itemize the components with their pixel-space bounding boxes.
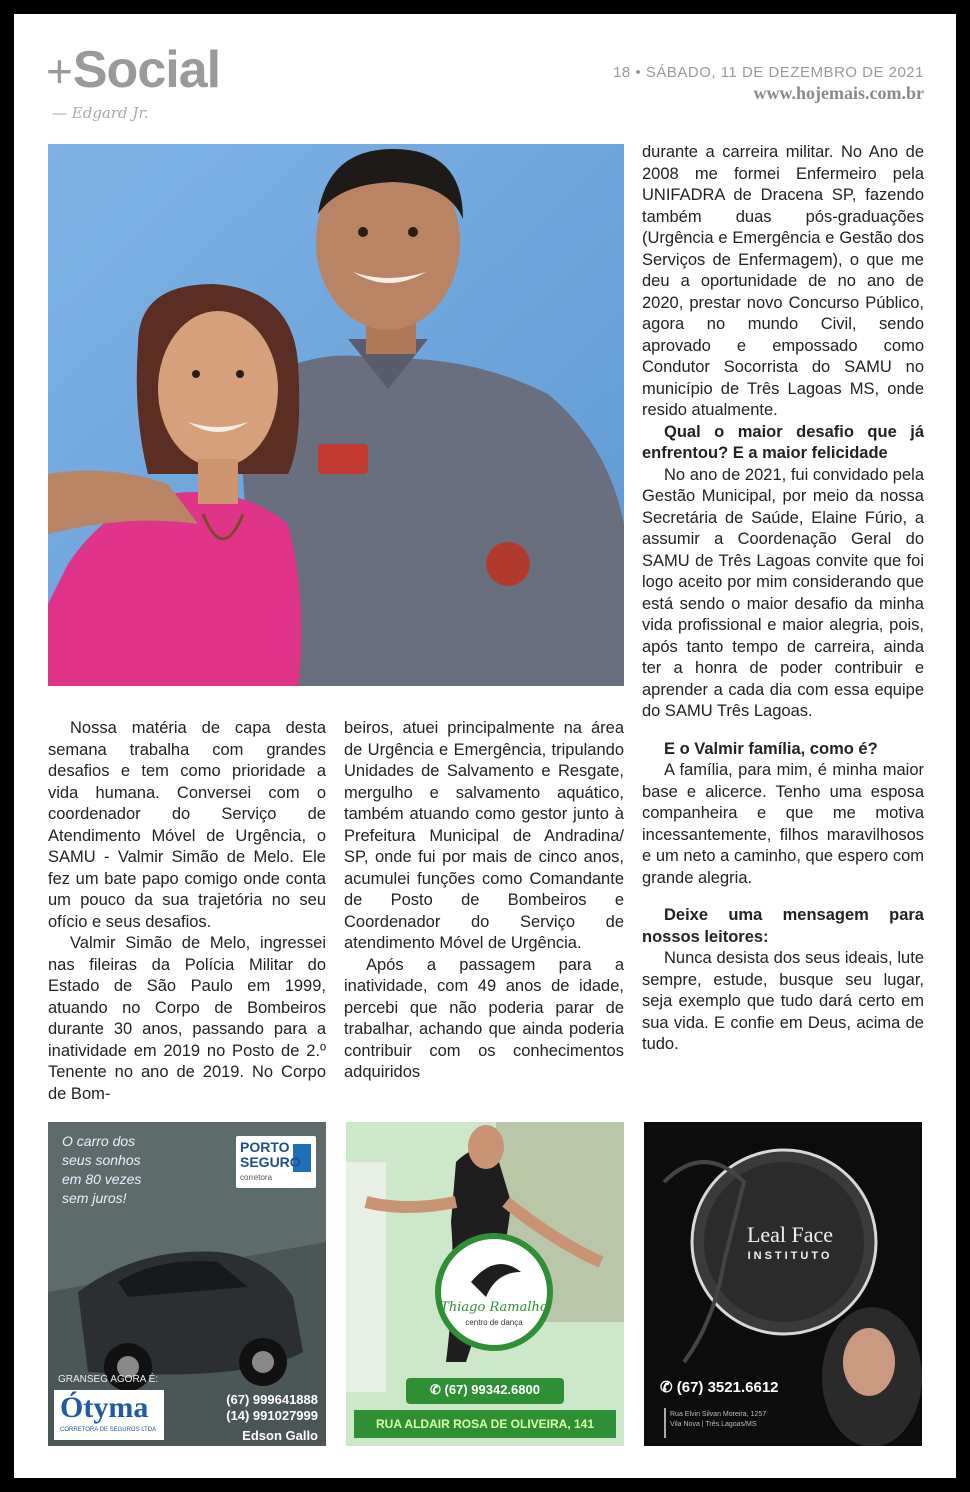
article-paragraph: Valmir Simão de Melo, ingressei nas fileiras da Polícia Militar do Estado de São Paulo em 1999, atuando no Corpo de Bombeiros durante 30 anos, passando para a inatividade em 2019 no Posto de 2.º Tenente no ano de 2019. No Corpo de Bom-: [48, 934, 326, 1103]
ad-leal-face[interactable]: [644, 1122, 922, 1446]
dateline: 18 • SÁBADO, 11 DE DEZEMBRO DE 2021: [613, 64, 924, 81]
granseg-label: GRANSEG AGORA É:: [58, 1374, 159, 1385]
magazine-page: [14, 14, 956, 1478]
article-paragraph: durante a carreira militar. No Ano de 2008 me formei Enfermeiro pela UNIFADRA de Dracena SP, fazendo também duas pós-graduações (Urgência e Emergência e Gestão dos Serviços de Enfermagem), o que me deu a oportunidade de no ano de 2020, prestar novo Concurso Público, agora no mundo Civil, sendo aprovado e empossado como Condutor Socorrista do SAMU no município de Três Lagoas MS, onde resido atualmente.: [642, 143, 924, 419]
website-url[interactable]: www.hojemais.com.br: [753, 83, 924, 103]
leal-sub: INSTITUTO: [747, 1250, 833, 1262]
article-column-2: [344, 718, 624, 1084]
otyma-sub: CORRETORA DE SEGUROS LTDA: [60, 1427, 157, 1433]
dance-address: RUA ALDAIR ROSA DE OLIVEIRA, 141: [375, 1417, 595, 1431]
phone-number[interactable]: (14) 991027999: [226, 1408, 318, 1423]
ad-porto-seguro[interactable]: [48, 1122, 326, 1446]
page-header: [14, 14, 956, 139]
porto-logo: PORTO SEGURO corretora: [240, 1139, 301, 1182]
dancer-head: [468, 1125, 504, 1169]
whatsapp-icon: ✆: [430, 1382, 445, 1397]
contact-name: Edson Gallo: [242, 1428, 318, 1443]
shirt-badge: [318, 444, 368, 474]
ad-porto-tagline: O carro dos seus sonhos em 80 vezes sem juros!: [62, 1133, 142, 1206]
interview-answer: No ano de 2021, fui convidado pela Gestão Municipal, por meio da nossa Secretária de Saúde, Elaine Fúrio, a assumir a Coordenação Geral do SAMU de Três Lagoas convite que foi logo aceito por mim considerando que está sendo o maior desafio da minha vida profissional e maior alegria, pois, após tanto tempo de carreira, ainda ter a honra de poder contribuir e aprender a cada dia com essa equipe do SAMU Três Lagoas.: [642, 465, 924, 720]
leal-name: Leal Face: [746, 1222, 834, 1247]
ad-leal-artwork: [644, 1122, 922, 1446]
woman-neck: [198, 459, 238, 504]
dance-logo-sub: centro de dança: [465, 1318, 523, 1327]
phone-number[interactable]: (67) 999641888: [226, 1392, 318, 1407]
couple-photo-illustration: [48, 144, 624, 686]
article-paragraph: Após a passagem para a inatividade, com 49 anos de idade, percebi que não poderia parar de trabalhar, achando que ainda poderia contribuir com os conhecimentos adquiridos: [344, 955, 624, 1081]
interview-question: Deixe uma mensagem para nossos leitores:: [642, 906, 924, 946]
shirt-emblem: [486, 542, 530, 586]
interview-question: E o Valmir família, como é?: [664, 739, 878, 758]
ad-dance-studio[interactable]: [346, 1122, 624, 1446]
leal-address: Rua Elvin Silvan Moreira, 1257 Vila Nova | Três Lagoas/MS: [670, 1411, 767, 1428]
article-paragraph: beiros, atuei principalmente na área de Urgência e Emergência, tripulando Unidades de Salvamento e Resgate, mergulho e salvamento aquático, também atuando como gestor junto à Prefeitura Municipal de Andradina/ SP, onde fui por mais de cinco anos, acumulei funções como Comandante de Posto de Bombeiros e Coordenador do Serviço de atendimento Móvel de Urgência.: [344, 719, 624, 952]
phone-number[interactable]: ✆ (67) 3521.6612: [660, 1379, 779, 1396]
dance-logo-circle: [438, 1236, 550, 1348]
article-column-1: [48, 718, 326, 1105]
columnist-signature: — Edgard Jr.: [52, 104, 149, 122]
phone-number[interactable]: ✆ (67) 99342.6800: [430, 1382, 540, 1397]
phone-icon: ✆: [660, 1379, 677, 1396]
page-meta: [613, 64, 924, 104]
cover-photo: [48, 144, 624, 686]
article-column-3: [642, 142, 924, 1056]
interview-question: Qual o maior desafio que já enfrentou? E a maior felicidade: [642, 422, 924, 462]
ad-porto-contacts: [226, 1392, 318, 1444]
otyma-logo: Ótyma: [60, 1391, 149, 1424]
section-title: +Social: [46, 41, 221, 99]
dance-logo-name: Thiago Ramalho: [440, 1300, 548, 1315]
interview-answer: Nunca desista dos seus ideais, lute sempre, estude, busque seu lugar, seja exemplo que tudo dará certo em sua vida. E confie em Deus, acima de tudo.: [642, 949, 924, 1053]
woman-face: [158, 311, 278, 467]
portrait-face: [843, 1328, 895, 1396]
article-paragraph: Nossa matéria de capa desta semana trabalha com grandes desafios e tem como prioridade a vida humana. Conversei com o coordenador do Serviço de Atendimento Móvel de Urgência, o SAMU - Valmir Simão de Melo. Ele fez um bate papo comigo onde conta um pouco da sua trajetória no seu ofício e seus desafios.: [48, 719, 326, 931]
interview-answer: A família, para mim, é minha maior base e alicerce. Tenho uma esposa companheira e que me motiva incessantemente, filhos maravilhosos e um neto a caminho, que espero com grande alegria.: [642, 761, 924, 887]
